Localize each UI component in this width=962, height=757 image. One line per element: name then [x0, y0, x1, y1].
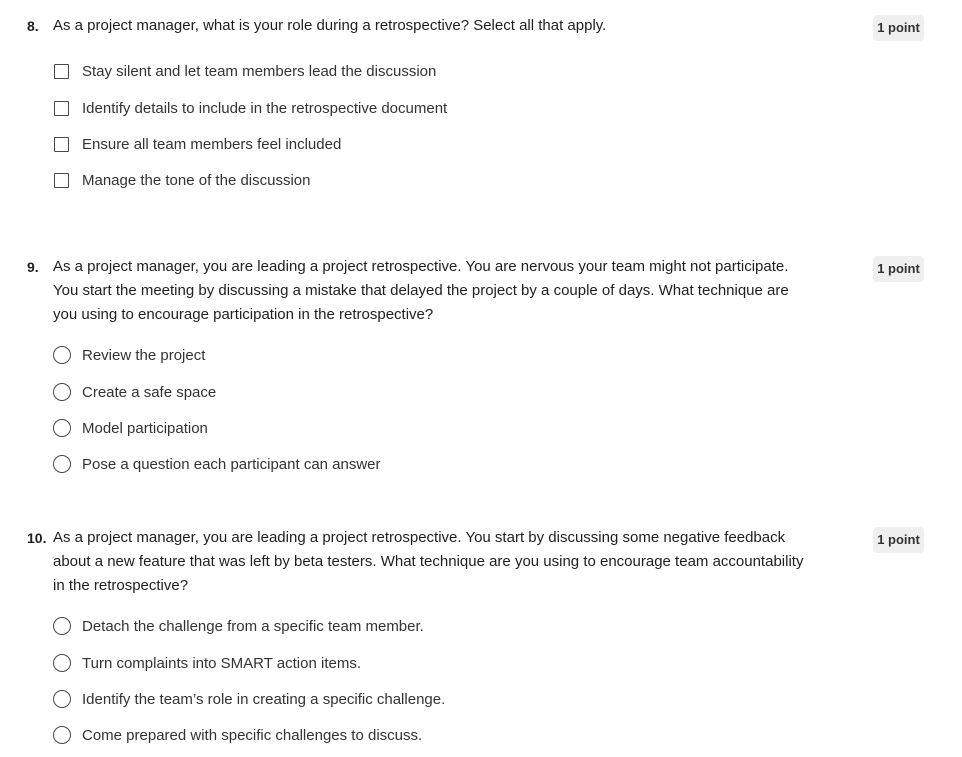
radio-button[interactable] — [53, 419, 71, 437]
option-label: Identify the team’s role in creating a specific challenge. — [82, 690, 446, 708]
points-badge: 1 point — [873, 527, 924, 553]
option-label: Identify details to include in the retrospective document — [82, 99, 448, 117]
checkbox[interactable] — [54, 101, 69, 116]
points-badge: 1 point — [873, 15, 924, 41]
option-label: Ensure all team members feel included — [82, 135, 342, 153]
checkbox[interactable] — [54, 173, 69, 188]
option-label: Create a safe space — [82, 383, 217, 401]
option-label: Turn complaints into SMART action items. — [82, 654, 361, 672]
question-number: 8. — [27, 18, 39, 34]
option-label: Pose a question each participant can answer — [82, 455, 381, 473]
option-label: Review the project — [82, 346, 206, 364]
option-label: Detach the challenge from a specific team member. — [82, 617, 424, 635]
radio-option[interactable] — [53, 416, 208, 440]
checkbox-option[interactable] — [53, 168, 311, 192]
radio-button[interactable] — [53, 654, 71, 672]
radio-option[interactable] — [53, 380, 216, 404]
question-text: As a project manager, what is your role during a retrospective? Select all that apply. — [53, 17, 607, 34]
checkbox-option[interactable] — [53, 132, 341, 156]
question-number: 10. — [27, 530, 47, 546]
radio-option[interactable] — [53, 723, 422, 747]
radio-button[interactable] — [53, 726, 71, 744]
radio-option[interactable] — [53, 614, 424, 638]
radio-button[interactable] — [53, 346, 71, 364]
radio-option[interactable] — [53, 343, 205, 367]
checkbox-option[interactable] — [53, 59, 436, 83]
radio-option[interactable] — [53, 452, 381, 476]
radio-button[interactable] — [53, 690, 71, 708]
radio-button[interactable] — [53, 455, 71, 473]
question-number: 9. — [27, 259, 39, 275]
checkbox[interactable] — [54, 137, 69, 152]
points-badge: 1 point — [873, 256, 924, 282]
option-label: Manage the tone of the discussion — [82, 171, 311, 189]
radio-option[interactable] — [53, 651, 361, 675]
radio-button[interactable] — [53, 383, 71, 401]
checkbox[interactable] — [54, 64, 69, 79]
option-label: Model participation — [82, 419, 208, 437]
checkbox-option[interactable] — [53, 96, 447, 120]
radio-button[interactable] — [53, 617, 71, 635]
question-text: As a project manager, you are leading a project retrospective. You start by discussing some negative feedback about a new feature that was left by beta testers. What technique are you using to encourage team accountability in the retrospective? — [53, 529, 804, 594]
radio-option[interactable] — [53, 687, 445, 711]
question-text: As a project manager, you are leading a project retrospective. You are nervous your team might not participate. You start the meeting by discussing a mistake that delayed the project by a couple of days. What technique are you using to encourage participation in the retrospective? — [53, 258, 789, 323]
option-label: Stay silent and let team members lead the discussion — [82, 62, 437, 80]
option-label: Come prepared with specific challenges to discuss. — [82, 726, 423, 744]
